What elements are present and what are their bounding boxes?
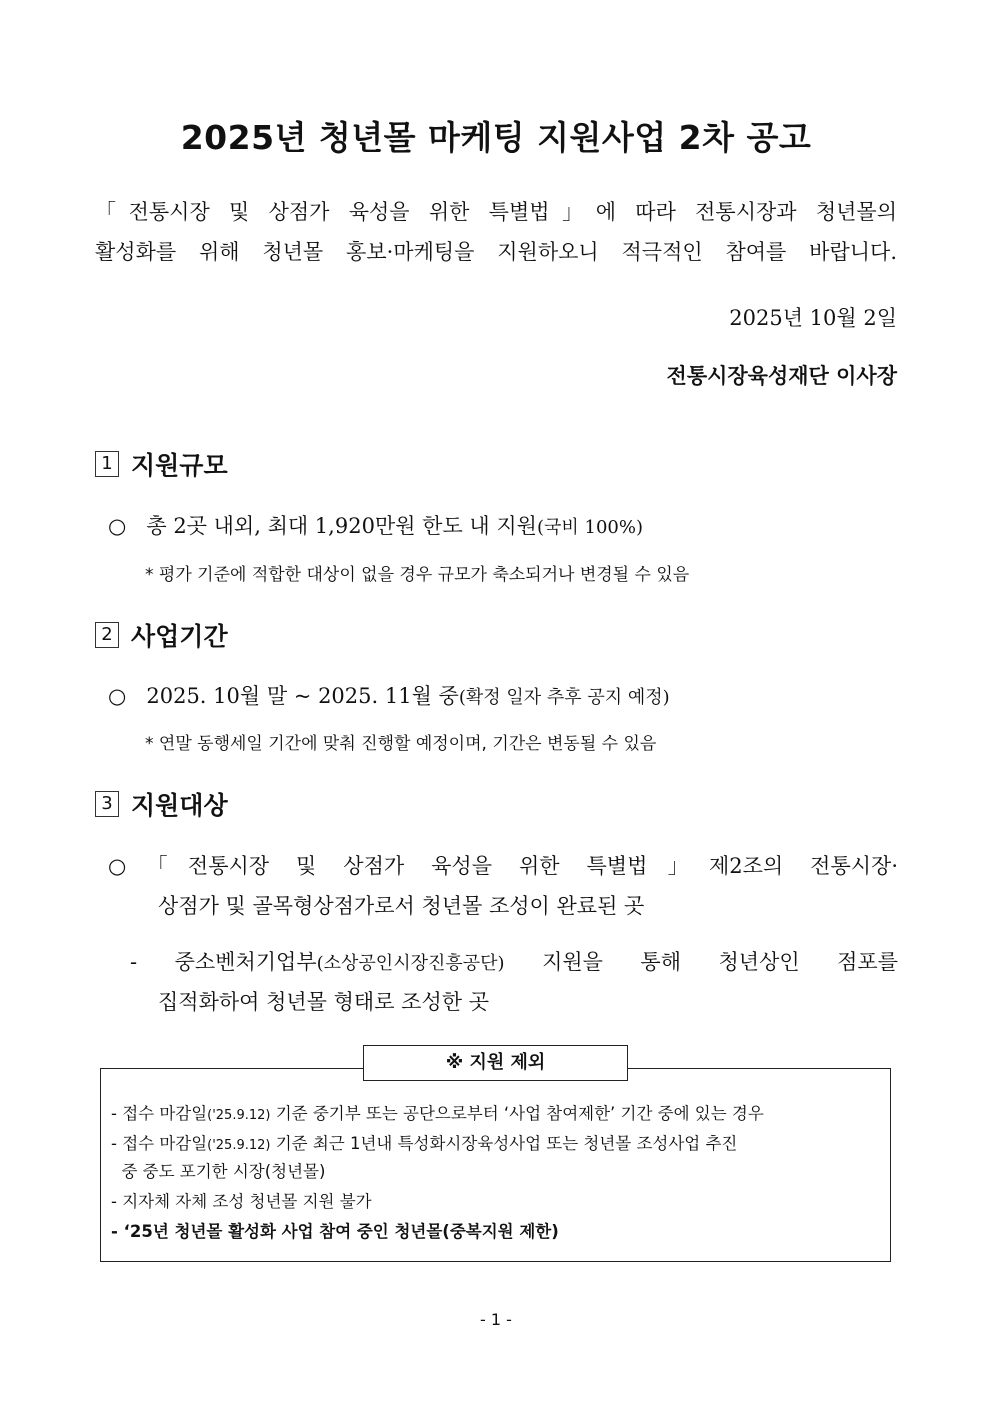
section-title: 사업기간 (131, 622, 228, 651)
section-2-bullet (108, 680, 670, 710)
exclusion-item (111, 1100, 881, 1124)
section-number-box: 2 (95, 622, 119, 648)
exclusion-item: 중 중도 포기한 시장(청년몰) (111, 1162, 326, 1181)
section-2-heading (95, 617, 228, 653)
page-title: 2025년 청년몰 마케팅 지원사업 2차 공고 (180, 118, 812, 157)
section-3-dash-line-1 (130, 946, 898, 976)
bullet-text: 2025. 10월 말 ~ 2025. 11월 중 (146, 684, 459, 708)
bullet-paren: (확정 일자 추후 공지 예정) (458, 687, 670, 708)
circle-bullet-icon: ○ (108, 514, 127, 538)
dash-bullet: - (130, 950, 175, 974)
section-3-dash-line-2: 집적화하여 청년몰 형태로 조성한 곳 (158, 990, 489, 1014)
issuer: 전통시장육성재단 이사장 (666, 363, 897, 388)
section-title: 지원규모 (131, 451, 228, 480)
exclusion-text: - 접수 마감일 (111, 1134, 208, 1153)
exclusion-text: 기준 최근 1년내 특성화시장육성사업 또는 청년몰 조성사업 추진 (270, 1134, 738, 1153)
dash-text-a: 중소벤처기업부 (174, 950, 317, 974)
dash-text-b: 지원을 통해 청년상인 점포를 (504, 950, 898, 974)
exclusion-date: ('25.9.12) (207, 1138, 271, 1153)
dash-text-paren: (소상공인시장진흥공단) (316, 953, 505, 974)
section-number-box: 3 (95, 791, 119, 817)
circle-bullet-icon: ○ (108, 684, 127, 708)
intro-line-2: 활성화를 위해 청년몰 홍보·마케팅을 지원하오니 적극적인 참여를 바랍니다. (95, 240, 897, 264)
circle-bullet-icon: ○ (108, 854, 147, 878)
exclusion-item: - ‘25년 청년몰 활성화 사업 참여 중인 청년몰(중복지원 제한) (111, 1222, 559, 1241)
section-3-heading (95, 786, 228, 822)
section-1-note: * 평가 기준에 적합한 대상이 없을 경우 규모가 축소되거나 변경될 수 있음 (145, 565, 690, 585)
exclusion-item (111, 1130, 881, 1154)
section-number-box: 1 (95, 451, 119, 477)
exclusion-date: ('25.9.12) (207, 1108, 271, 1123)
exclusion-text: - 접수 마감일 (111, 1104, 208, 1123)
page-number: - 1 - (480, 1310, 512, 1329)
bullet-text: 총 2곳 내외, 최대 1,920만원 한도 내 지원 (146, 514, 537, 538)
section-title: 지원대상 (131, 791, 228, 820)
section-3-bullet-line-1 (108, 850, 898, 880)
section-1-bullet (108, 510, 643, 540)
intro-line-1: 「전통시장 및 상점가 육성을 위한 특별법」에 따라 전통시장과 청년몰의 (95, 200, 897, 224)
section-3-bullet-line-2: 상점가 및 골목형상점가로서 청년몰 조성이 완료된 곳 (158, 894, 645, 918)
exclusion-text: 기준 중기부 또는 공단으로부터 ‘사업 참여제한’ 기간 중에 있는 경우 (270, 1104, 764, 1123)
bullet-text: 「전통시장 및 상점가 육성을 위한 특별법」제2조의 전통시장· (146, 854, 898, 878)
section-1-heading (95, 446, 228, 482)
announcement-date: 2025년 10월 2일 (729, 306, 897, 330)
section-2-note: * 연말 동행세일 기간에 맞춰 진행할 예정이며, 기간은 변동될 수 있음 (145, 734, 657, 754)
exclusion-title: ※ 지원 제외 (363, 1045, 628, 1081)
exclusion-item: - 지자체 자체 조성 청년몰 지원 불가 (111, 1192, 372, 1211)
bullet-paren: (국비 100%) (536, 517, 643, 538)
